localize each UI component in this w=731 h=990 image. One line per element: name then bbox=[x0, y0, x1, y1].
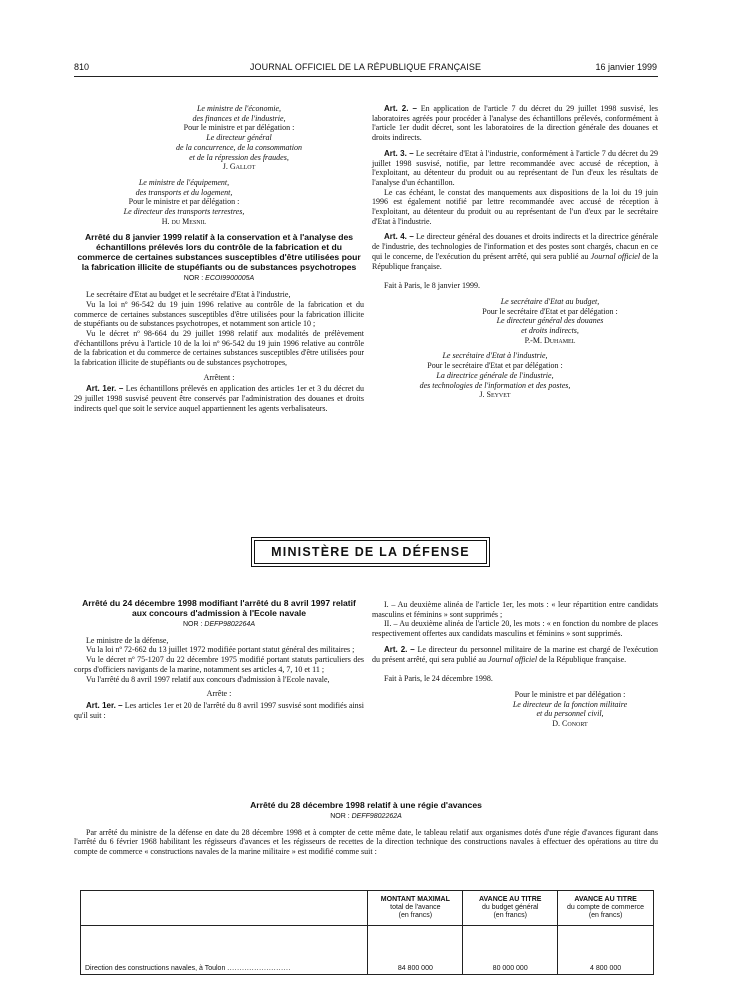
arrete-title: Arrêté du 24 décembre 1998 modifiant l'arrêté du 8 avril 1997 relatif aux concours d'admission à l'Ecole navale bbox=[82, 598, 356, 618]
signature-block-economie: Le ministre de l'économie, des finances et de l'industrie, Pour le ministre et par délégation : Le directeur général de la concurrence, de la consommation et de la répression des fraudes, J. Gallot bbox=[74, 104, 364, 172]
issue-date: 16 janvier 1999 bbox=[595, 62, 657, 72]
regie-table bbox=[80, 890, 654, 975]
signatory-name: J. Seyvet bbox=[479, 390, 511, 400]
arretent-heading: Arrêtent : bbox=[203, 372, 235, 382]
preamble-paragraph: Vu la loi nº 96-542 du 19 juin 1996 relative au contrôle de la fabrication et du commerce de certaines substances susceptibles d'être utilisées pour la fabrication illicite de stupéfiants ou de substances psychotropes, et notamment son article 10 ; bbox=[74, 299, 364, 329]
preamble-paragraph: Vu l'arrêté du 8 avril 1997 relatif aux concours d'admission à l'Ecole navale, bbox=[86, 674, 330, 684]
amendment-item: I. – Au deuxième alinéa de l'article 1er, les mots : « leur répartition entre candidats masculins et féminins » sont supprimés ; bbox=[372, 600, 658, 619]
signature-block-equipement: Le ministre de l'équipement, des transports et du logement, Pour le ministre et par délégation : Le directeur des transports terrestres, H. du Mesnil bbox=[74, 178, 364, 227]
table-header-montant: MONTANT MAXIMAL total de l'avance (en francs) bbox=[368, 891, 463, 926]
article-paragraph: Le cas échéant, le constat des manquements aux dispositions de la loi du 19 juin 1996 est également notifié par lettre recommandée avec accusé de réception à l'exploitant, au détenteur du produit ou au représentant de l'un d'eux par le secrétaire d'Etat à l'industrie. bbox=[372, 187, 658, 226]
amendment-item: II. – Au deuxième alinéa de l'article 20, les mots : « en fonction du nombre de places respectivement offertes aux candidats masculins et féminins » sont supprimés. bbox=[372, 619, 658, 639]
table-header-budget: AVANCE AU TITRE du budget général (en francs) bbox=[463, 891, 558, 926]
arrete-heading: Arrête : bbox=[206, 689, 232, 699]
fait-a-paris: Fait à Paris, le 24 décembre 1998. bbox=[384, 674, 493, 684]
preamble-paragraph: Vu le décret nº 98-664 du 29 juillet 1998 relatif aux modalités de prélèvement d'échantillons prévu à l'article 10 de la loi nº 96-542 du 19 juin 1996 relative au contrôle de la fabrication et du commerce de certaines substances susceptibles d'être utilisées pour la fabrication illicite de stupéfiants ou de substances psychotropes, bbox=[74, 328, 364, 368]
signatory-name: J. Gallot bbox=[222, 162, 256, 172]
header-rule bbox=[74, 76, 658, 77]
top-right-column bbox=[372, 104, 658, 400]
arrete-title: Arrêté du 8 janvier 1999 relatif à la conservation et à l'analyse des échantillons prélevés lors du contrôle de la fabrication et du commerce de certaines substances susceptibles d'être utilisées pour la fabrication illicite de stupéfiants ou de substances psychotropes bbox=[77, 232, 361, 273]
article-paragraph: Art. 1er. – Les échantillons prélevés en application des articles 1er et 3 du décret du 29 juillet 1998 susvisé peuvent être conservés par l'administration des douanes et droits indirects quel que soit le service auquel appartiennent les agents verbalisateurs. bbox=[74, 384, 365, 413]
signatory-name: H. du Mesnil bbox=[161, 216, 207, 226]
signature-block-industrie: Le secrétaire d'Etat à l'industrie, Pour le secrétaire d'Etat et par délégation : La directrice générale de l'industrie, des technologies de l'information et des postes, J. Seyvet bbox=[372, 351, 658, 400]
table-cell-budget: 80 000 000 bbox=[463, 926, 558, 975]
article-paragraph: Art. 4. – Le directeur général des douanes et droits indirects et la directrice générale de l'industrie, des technologies de l'information et des postes sont chargés, chacun en ce qui le concerne, de l'exécution du présent arrêté, qui sera publié au Journal officiel de la République française. bbox=[372, 232, 659, 271]
decision-paragraph: Par arrêté du ministre de la défense en date du 28 décembre 1998 et à compter de cette même date, le tableau relatif aux organismes dotés d'une régie d'avances figurant dans l'arrêté du 6 février 1968 habilitant les régisseurs d'avances et les régisseurs de recettes de la direction technique des constructions navales à effectuer des opérations au titre du compte de commerce « constructions navales de la marine militaire » est modifié comme suit : bbox=[74, 827, 658, 857]
top-left-column bbox=[74, 104, 364, 414]
article-paragraph: Art. 2. – Le directeur du personnel militaire de la marine est chargé de l'exécution du présent arrêté, qui sera publié au Journal officiel de la République française. bbox=[372, 644, 659, 664]
signature-block-budget: Le secrétaire d'Etat au budget, Pour le secrétaire d'Etat et par délégation : Le directeur général des douanes et droits indirects, P.-M. Duhamel bbox=[372, 297, 658, 346]
preamble-paragraph: Vu le décret nº 75-1207 du 22 décembre 1975 modifié portant statuts particuliers des corps d'officiers navigants de la marine, notamment ses articles 4, 7, 10 et 11 ; bbox=[74, 655, 364, 674]
nor-reference: NOR : DEFF9802262A bbox=[330, 813, 402, 820]
table-cell-organisme: Direction des constructions navales, à Toulon .......................... bbox=[81, 926, 368, 975]
table-header-row bbox=[81, 891, 654, 926]
signatory-name: D. Conort bbox=[552, 719, 588, 729]
preamble-paragraph: Le ministre de la défense, bbox=[86, 635, 169, 645]
table-row bbox=[81, 926, 654, 975]
table-cell-montant: 84 800 000 bbox=[368, 926, 463, 975]
bottom-section bbox=[74, 800, 658, 857]
table-header-empty bbox=[81, 891, 368, 926]
arrete-title: Arrêté du 28 décembre 1998 relatif à une régie d'avances bbox=[250, 800, 482, 810]
fait-a-paris: Fait à Paris, le 8 janvier 1999. bbox=[384, 281, 480, 291]
signatory-name: P.-M. Duhamel bbox=[524, 335, 576, 345]
journal-title: JOURNAL OFFICIEL DE LA RÉPUBLIQUE FRANÇAISE bbox=[249, 62, 482, 72]
nor-reference: NOR : DEFP9802264A bbox=[183, 621, 255, 628]
ministry-heading: MINISTÈRE DE LA DÉFENSE bbox=[254, 540, 487, 564]
article-paragraph: Art. 3. – Le secrétaire d'Etat à l'industrie, conformément à l'article 7 du décret du 29 juillet 1998 susvisé, notifie, par lettre recommandée avec accusé de réception, à l'exploitant, au détenteur du produit ou au représentant de l'un d'eux les résultats de l'analyse d'un échantillon. bbox=[372, 148, 659, 187]
preamble-paragraph: Vu la loi nº 72-662 du 13 juillet 1972 modifiée portant statut général des militaires ; bbox=[86, 645, 355, 655]
preamble-paragraph: Le secrétaire d'Etat au budget et le secrétaire d'Etat à l'industrie, bbox=[86, 290, 291, 300]
article-paragraph: Art. 2. – En application de l'article 7 du décret du 29 juillet 1998 susvisé, les laboratoires agréés pour procéder à l'analyse des échantillons prélevés, conformément à l'article 1er dudit décret, sont les laboratoires de la direction générale des douanes et droits indirects. bbox=[372, 104, 659, 143]
table-cell-commerce: 4 800 000 bbox=[558, 926, 654, 975]
mid-left-column bbox=[74, 598, 364, 720]
page-number: 810 bbox=[74, 62, 90, 72]
nor-reference: NOR : ECOI9900005A bbox=[183, 275, 255, 283]
signature-block-defense: Pour le ministre et par délégation : Le directeur de la fonction militaire et du personnel civil, D. Conort bbox=[372, 690, 658, 729]
article-paragraph: Art. 1er. – Les articles 1er et 20 de l'arrêté du 8 avril 1997 susvisé sont modifiés ainsi qu'il suit : bbox=[74, 700, 365, 720]
table-header-commerce: AVANCE AU TITRE du compte de commerce (en francs) bbox=[558, 891, 654, 926]
mid-right-column bbox=[372, 600, 658, 729]
